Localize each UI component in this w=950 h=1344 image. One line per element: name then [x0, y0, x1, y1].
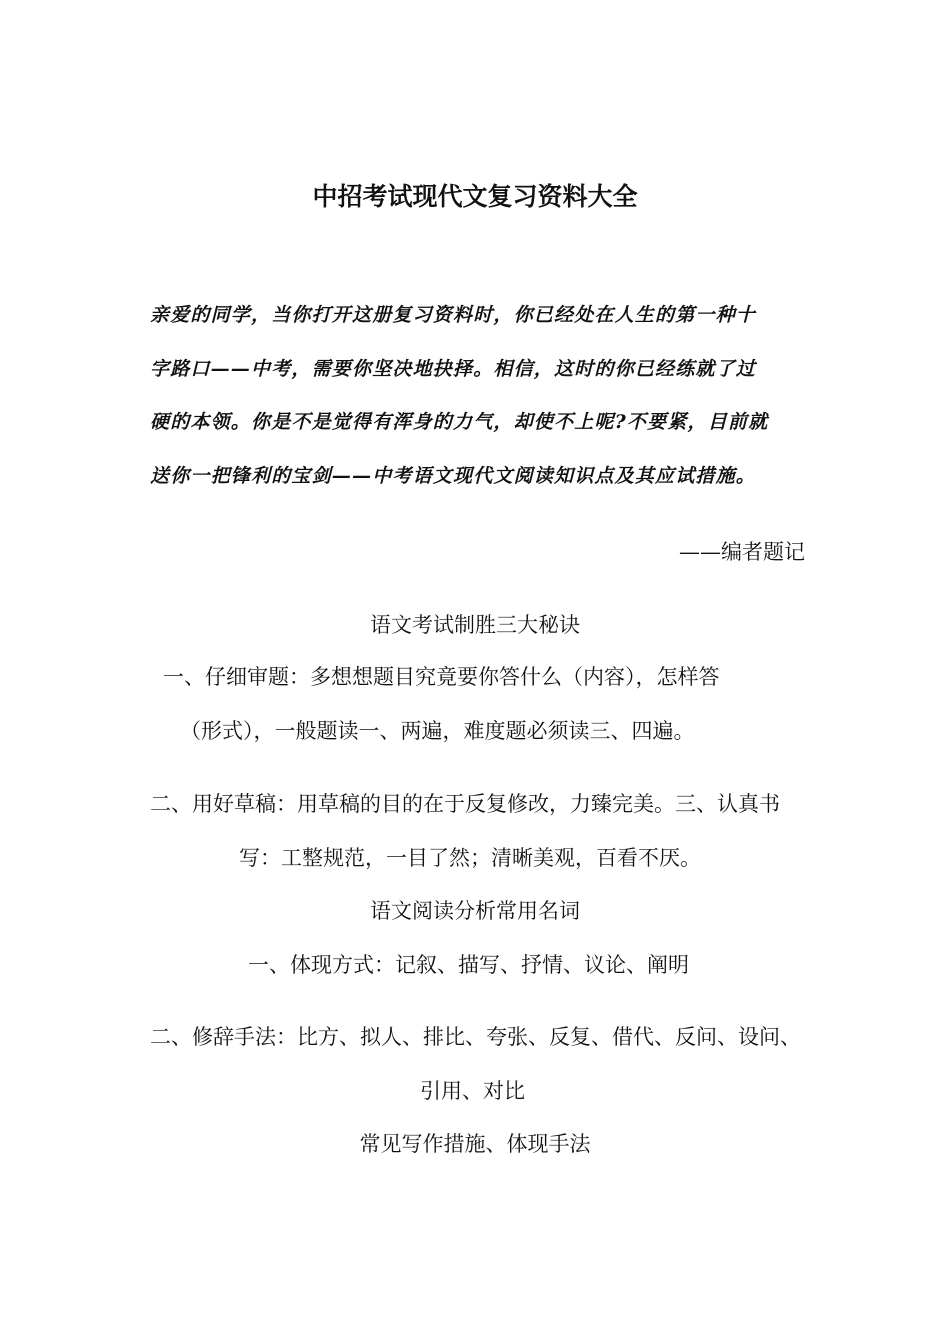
section2-line-3: 引用、对比: [420, 1079, 525, 1103]
preface-line-4: 送你一把锋利的宝剑——中考语文现代文阅读知识点及其应试措施。: [150, 465, 757, 487]
section2-line-1: 一、体现方式：记叙、描写、抒情、议论、阐明: [248, 953, 689, 977]
document-title: 中招考试现代文复习资料大全: [312, 182, 638, 211]
section-heading-secrets: 语文考试制胜三大秘诀: [370, 613, 580, 637]
section2-line-2: 二、修辞手法：比方、拟人、排比、夸张、反复、借代、反问、设问、: [150, 1025, 801, 1049]
preface-line-2: 字路口——中考，需要你坚决地抉择。相信，这时的你已经练就了过: [150, 358, 757, 380]
preface-signature: ——编者题记: [679, 540, 805, 564]
section1-line-1: 一、仔细审题：多想想题目究竟要你答什么（内容），怎样答: [163, 665, 720, 689]
section-heading-terms: 语文阅读分析常用名词: [370, 899, 580, 923]
section-heading-methods: 常见写作措施、体现手法: [359, 1132, 591, 1156]
preface-line-1: 亲爱的同学，当你打开这册复习资料时，你已经处在人生的第一种十: [150, 304, 757, 326]
section1-line-2: （形式），一般题读一、两遍，难度题必须读三、四遍。: [180, 719, 695, 743]
section1-line-3: 二、用好草稿：用草稿的目的在于反复修改，力臻完美。三、认真书: [150, 792, 780, 816]
preface-line-3: 硬的本领。你是不是觉得有浑身的力气，却使不上呢?不要紧，目前就: [150, 411, 769, 433]
section1-line-4: 写：工整规范，一目了然；清晰美观，百看不厌。: [239, 846, 701, 870]
